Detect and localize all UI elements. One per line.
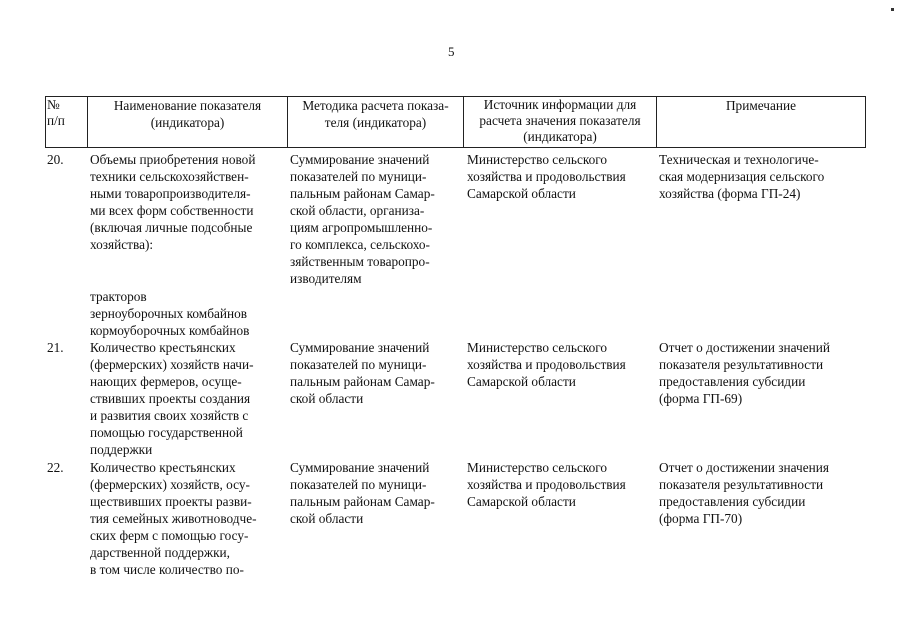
row-22-name: Количество крестьянских (фермерских) хозяйств, осу- ществивших проекты разви- тия семейных животноводче- ских ферм с помощью госу- дарственной поддержки, в том числе количество по- [90, 460, 257, 577]
row-20-name-items: тракторов зерноуборочных комбайнов кормоуборочных комбайнов [90, 289, 250, 338]
row-22-num: 22. [47, 460, 64, 475]
header-bottom-border [45, 147, 866, 148]
row-21-note: Отчет о достижении значений показателя результативности предоставления субсидии (форма ГП-69) [659, 340, 830, 406]
scan-mark [891, 8, 894, 11]
header-border-left [45, 96, 46, 148]
row-22-method: Суммирование значений показателей по муници- пальным районам Самар- ской области [290, 460, 435, 526]
header-border-right [865, 96, 866, 148]
header-num: № п/п [47, 97, 65, 128]
row-22-source: Министерство сельского хозяйства и продовольствия Самарской области [467, 460, 626, 509]
row-21-name: Количество крестьянских (фермерских) хозяйств начи- нающих фермеров, осуще- ствивших проекты создания и развития своих хозяйств с помощью государственной поддержки [90, 340, 254, 457]
row-20-name: Объемы приобретения новой техники сельскохозяйствен- ными товаропроизводителя- ми всех форм собственности (включая личные подсобные хозяйства): [90, 152, 256, 252]
row-20-note: Техническая и технологиче- ская модернизация сельского хозяйства (форма ГП-24) [659, 152, 825, 201]
row-20-num: 20. [47, 152, 64, 167]
header-method: Методика расчета показа- теля (индикатора) [302, 98, 449, 130]
header-note: Примечание [725, 98, 797, 113]
header-source: Источник информации для расчета значения показателя (индикатора) [479, 97, 641, 144]
row-20-method: Суммирование значений показателей по муници- пальным районам Самар- ской области, организа- циям агропромышленно- го комплекса, сельскохо- зяйственным товаропро- изводителям [290, 152, 435, 286]
row-22-note: Отчет о достижении значения показателя результативности предоставления субсидии (форма ГП-70) [659, 460, 829, 526]
row-21-num: 21. [47, 340, 64, 355]
row-20-source: Министерство сельского хозяйства и продовольствия Самарской области [467, 152, 626, 201]
row-21-method: Суммирование значений показателей по муници- пальным районам Самар- ской области [290, 340, 435, 406]
header-name: Наименование показателя (индикатора) [113, 98, 262, 130]
row-21-source: Министерство сельского хозяйства и продовольствия Самарской области [467, 340, 626, 389]
page-number: 5 [448, 44, 455, 59]
